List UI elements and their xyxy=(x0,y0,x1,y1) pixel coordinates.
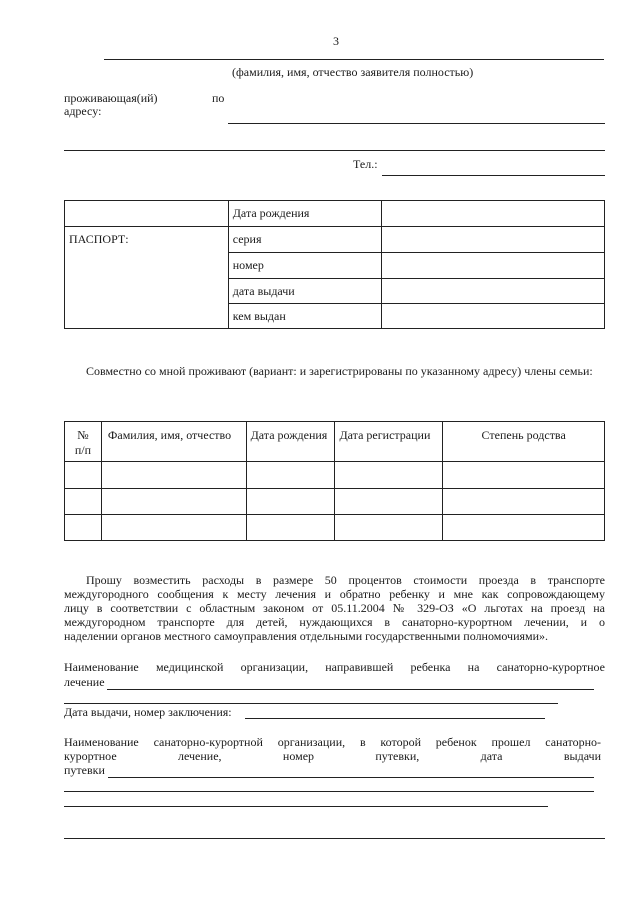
sanatorium-line-3: путевки xyxy=(64,763,105,777)
tel-label: Тел.: xyxy=(353,157,378,171)
tel-line[interactable] xyxy=(382,175,605,176)
med-org-line-1: Наименование медицинской организации, направившей ребенка на санаторно-курортное xyxy=(64,660,605,674)
page-number: 3 xyxy=(333,34,339,48)
sanatorium-field-2[interactable] xyxy=(64,791,594,792)
table-row xyxy=(65,489,605,515)
issued-by-field[interactable] xyxy=(381,304,605,329)
request-line-5: наделении органов местного самоуправления отдельными государственными полномочиями». xyxy=(64,629,549,643)
passport-label: ПАСПОРТ: xyxy=(65,227,229,253)
med-org-field-1[interactable] xyxy=(107,689,594,690)
col-name-header: Фамилия, имя, отчество xyxy=(101,422,246,462)
address-line-2[interactable] xyxy=(64,150,605,151)
table-row xyxy=(65,462,605,489)
applicant-name-line[interactable] xyxy=(104,59,604,60)
request-paragraph xyxy=(64,573,605,643)
sanatorium-field-1[interactable] xyxy=(108,777,594,778)
sanatorium-field-3[interactable] xyxy=(64,806,548,807)
med-org-field-2[interactable] xyxy=(64,703,558,704)
series-field[interactable] xyxy=(381,227,605,253)
sanatorium-line-2: курортное лечение, номер путевки, дата выдачи xyxy=(64,749,601,763)
family-table xyxy=(64,421,605,541)
request-line-1: Прошу возместить расходы в размере 50 процентов стоимости проезда в транспорте xyxy=(86,573,605,587)
dob-field[interactable] xyxy=(381,201,605,227)
issue-date-label: дата выдачи xyxy=(228,279,381,304)
med-org-line-2: лечение xyxy=(64,675,105,689)
family-intro: Совместно со мной проживают (вариант: и зарегистрированы по указанному адресу) члены семьи: xyxy=(86,364,593,378)
issue-date-field[interactable] xyxy=(381,279,605,304)
living-label: проживающая(ий) xyxy=(64,91,158,105)
issue-date-field[interactable] xyxy=(245,718,545,719)
col-num-header: № п/п xyxy=(65,422,102,462)
applicant-name-caption: (фамилия, имя, отчество заявителя полностью) xyxy=(232,65,474,79)
sanatorium-line-1: Наименование санаторно-курортной организации, в которой ребенок прошел санаторно- xyxy=(64,735,601,749)
sanatorium-block xyxy=(64,735,601,777)
address-label: адресу: xyxy=(64,104,102,118)
address-line-1[interactable] xyxy=(228,123,605,124)
col-reg-header: Дата регистрации xyxy=(335,422,443,462)
request-line-4: междугородном транспорте для детей, нуждающихся в санаторно-курортном лечении, и о xyxy=(64,615,605,629)
col-dob-header: Дата рождения xyxy=(246,422,335,462)
issued-by-label: кем выдан xyxy=(228,304,381,329)
dob-label: Дата рождения xyxy=(228,201,381,227)
table-row xyxy=(65,515,605,541)
po-label: по xyxy=(212,91,225,105)
number-field[interactable] xyxy=(381,253,605,279)
issue-date-label: Дата выдачи, номер заключения: xyxy=(64,705,232,719)
request-line-3: лицу в соответствии с областным законом от 05.11.2004 № 329-ОЗ «О льготах на проезд на xyxy=(64,601,605,615)
request-line-2: междугородного сообщения к месту лечения и обратно ребенку и мне как сопровождающему xyxy=(64,587,605,601)
bottom-line[interactable] xyxy=(64,838,605,839)
col-relation-header: Степень родства xyxy=(443,422,605,462)
number-label: номер xyxy=(228,253,381,279)
passport-table xyxy=(64,200,605,329)
series-label: серия xyxy=(228,227,381,253)
